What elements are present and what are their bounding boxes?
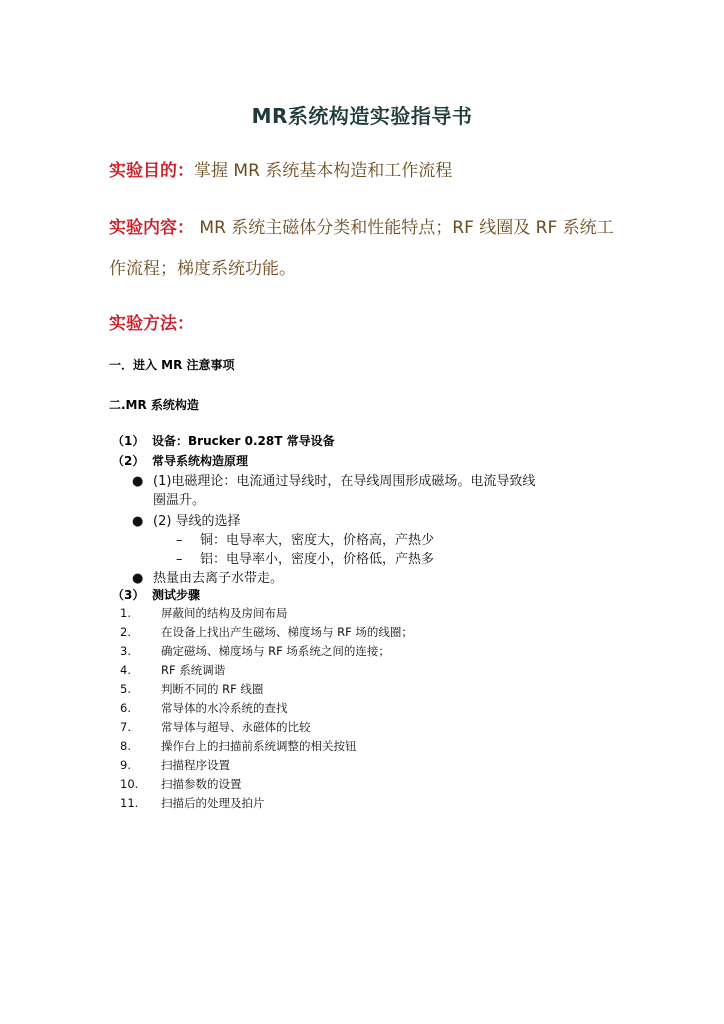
step-item <box>120 795 265 811</box>
bullet-icon: ● <box>132 514 144 529</box>
step-item <box>120 624 413 640</box>
item-text: 常导系统构造原理 <box>152 454 249 468</box>
step-text: 扫描后的处理及拍片 <box>161 796 265 810</box>
step-text: RF 系统调谐 <box>161 663 226 677</box>
purpose-line <box>109 156 452 181</box>
bullet-icon: ● <box>132 571 144 586</box>
step-number: 8. <box>120 739 131 753</box>
item-text: 设备：Brucker 0.28T 常导设备 <box>152 434 335 448</box>
content-text-line1: MR 系统主磁体分类和性能特点；RF 线圈及 RF 系统工 <box>194 218 614 238</box>
content-text-line2: 作流程；梯度系统功能。 <box>109 259 296 279</box>
sub-item-copper <box>176 529 434 548</box>
step-number: 5. <box>120 682 131 696</box>
dash-icon: – <box>176 533 183 548</box>
section-heading-1: 一．进入 MR 注意事项 <box>109 358 235 372</box>
item-text: 测试步骤 <box>152 588 201 602</box>
item-heading-3 <box>112 586 200 603</box>
item-number: （3） <box>112 588 145 602</box>
bullet-text: (1)电磁理论：电流通过导线时，在导线周围形成磁场。电流导致线 <box>153 474 536 489</box>
step-item <box>120 605 288 621</box>
step-text: 扫描参数的设置 <box>161 777 242 791</box>
step-text: 扫描程序设置 <box>161 758 230 772</box>
step-text: 操作台上的扫描前系统调整的相关按钮 <box>161 739 357 753</box>
step-item <box>120 681 263 697</box>
step-text: 常导体的水冷系统的查找 <box>161 701 288 715</box>
bullet-item-1-cont: 圈温升。 <box>153 493 206 508</box>
step-number: 6. <box>120 701 131 715</box>
step-number: 11. <box>120 796 139 810</box>
method-label: 实验方法： <box>109 314 194 334</box>
item-number: （1） <box>112 434 145 448</box>
step-number: 7. <box>120 720 131 734</box>
document-title: MR系统构造实验指导书 <box>251 104 473 128</box>
step-text: 确定磁场、梯度场与 RF 场系统之间的连接； <box>161 644 390 658</box>
step-text: 屏蔽间的结构及房间布局 <box>161 606 288 620</box>
item-heading-2 <box>112 452 248 469</box>
item-number: （2） <box>112 454 145 468</box>
sub-item-text: 铜：电导率大，密度大，价格高，产热少 <box>200 533 435 548</box>
sub-item-aluminum <box>176 548 434 567</box>
bullet-item-1 <box>132 470 535 489</box>
step-item <box>120 776 242 792</box>
step-item <box>120 643 390 659</box>
step-item <box>120 662 225 678</box>
step-number: 4. <box>120 663 131 677</box>
step-number: 2. <box>120 625 131 639</box>
step-text: 判断不同的 RF 线圈 <box>161 682 264 696</box>
item-heading-1 <box>112 432 335 449</box>
purpose-text: 掌握 MR 系统基本构造和工作流程 <box>194 161 453 181</box>
step-item <box>120 700 288 716</box>
step-number: 1. <box>120 606 131 620</box>
step-number: 10. <box>120 777 139 791</box>
dash-icon: – <box>176 552 183 567</box>
bullet-text: (2) 导线的选择 <box>153 514 241 529</box>
step-item <box>120 719 311 735</box>
content-label: 实验内容： <box>109 218 194 238</box>
bullet-icon: ● <box>132 474 144 489</box>
purpose-label: 实验目的： <box>109 161 194 181</box>
step-item <box>120 757 230 773</box>
section-heading-2: 二.MR 系统构造 <box>109 398 199 412</box>
bullet-item-3 <box>132 567 283 586</box>
sub-item-text: 铝：电导率小，密度小，价格低，产热多 <box>200 552 435 567</box>
step-number: 3. <box>120 644 131 658</box>
step-text: 常导体与超导、永磁体的比较 <box>161 720 311 734</box>
step-number: 9. <box>120 758 131 772</box>
content-line <box>109 213 614 238</box>
bullet-text: 热量由去离子水带走。 <box>153 571 284 586</box>
method-line <box>109 309 194 334</box>
bullet-item-2 <box>132 510 241 529</box>
step-text: 在设备上找出产生磁场、梯度场与 RF 场的线圈； <box>161 625 413 639</box>
step-item <box>120 738 357 754</box>
